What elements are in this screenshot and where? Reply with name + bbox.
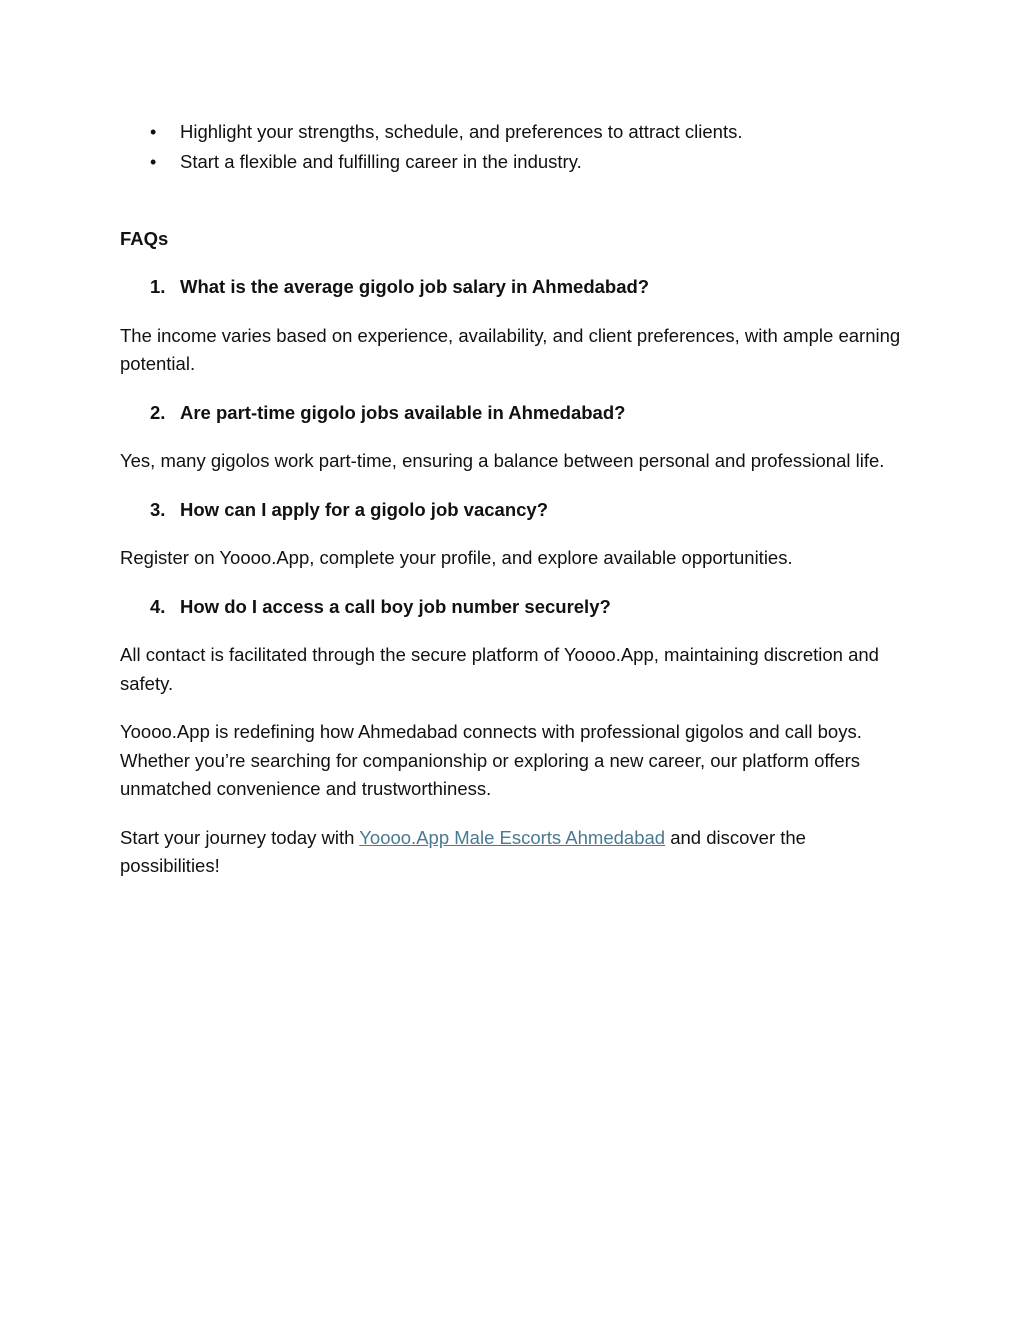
list-item-text: Highlight your strengths, schedule, and preferences to attract clients.	[180, 121, 743, 142]
faq-answer: Register on Yoooo.App, complete your profile, and explore available opportunities.	[120, 547, 793, 568]
faq-question-text: Are part-time gigolo jobs available in Ahmedabad?	[180, 401, 626, 423]
list-item	[120, 148, 910, 177]
final-paragraph	[120, 824, 910, 881]
faq-question	[120, 593, 910, 622]
bullet-list	[120, 118, 910, 177]
faq-heading: FAQs	[120, 227, 169, 249]
faq-answer: Yes, many gigolos work part-time, ensuring a balance between personal and professional life.	[120, 450, 885, 471]
faq-question	[120, 496, 910, 525]
final-text-after: and discover the possibilities!	[120, 826, 806, 876]
yoooo-app-link[interactable]: Yoooo.App Male Escorts Ahmedabad	[359, 826, 666, 848]
bullet-icon: •	[150, 122, 157, 142]
faq-answer: All contact is facilitated through the secure platform of Yoooo.App, maintaining discretion and safety.	[120, 644, 879, 694]
faq-number: 3.	[150, 498, 166, 520]
faq-question-text: How can I apply for a gigolo job vacancy?	[180, 498, 549, 520]
final-text-before: Start your journey today with	[120, 826, 360, 848]
list-item	[120, 118, 910, 147]
faq-number: 4.	[150, 595, 166, 617]
faq-answer: The income varies based on experience, availability, and client preferences, with ample earning potential.	[120, 324, 901, 374]
faq-question	[120, 399, 910, 428]
closing-paragraph: Yoooo.App is redefining how Ahmedabad connects with professional gigolos and call boys. Whether you’re searching for companionship or exploring a new career, our platform offers unmatched convenience and trustworthiness.	[120, 721, 862, 799]
document-body	[120, 118, 910, 881]
faq-number: 1.	[150, 276, 166, 297]
faq-question-text: How do I access a call boy job number securely?	[180, 595, 611, 617]
faq-number: 2.	[150, 401, 166, 423]
faq-question-text: What is the average gigolo job salary in Ahmedabad?	[180, 276, 650, 297]
faq-question	[120, 273, 910, 302]
list-item-text: Start a flexible and fulfilling career in the industry.	[180, 151, 582, 172]
bullet-icon: •	[150, 152, 157, 172]
